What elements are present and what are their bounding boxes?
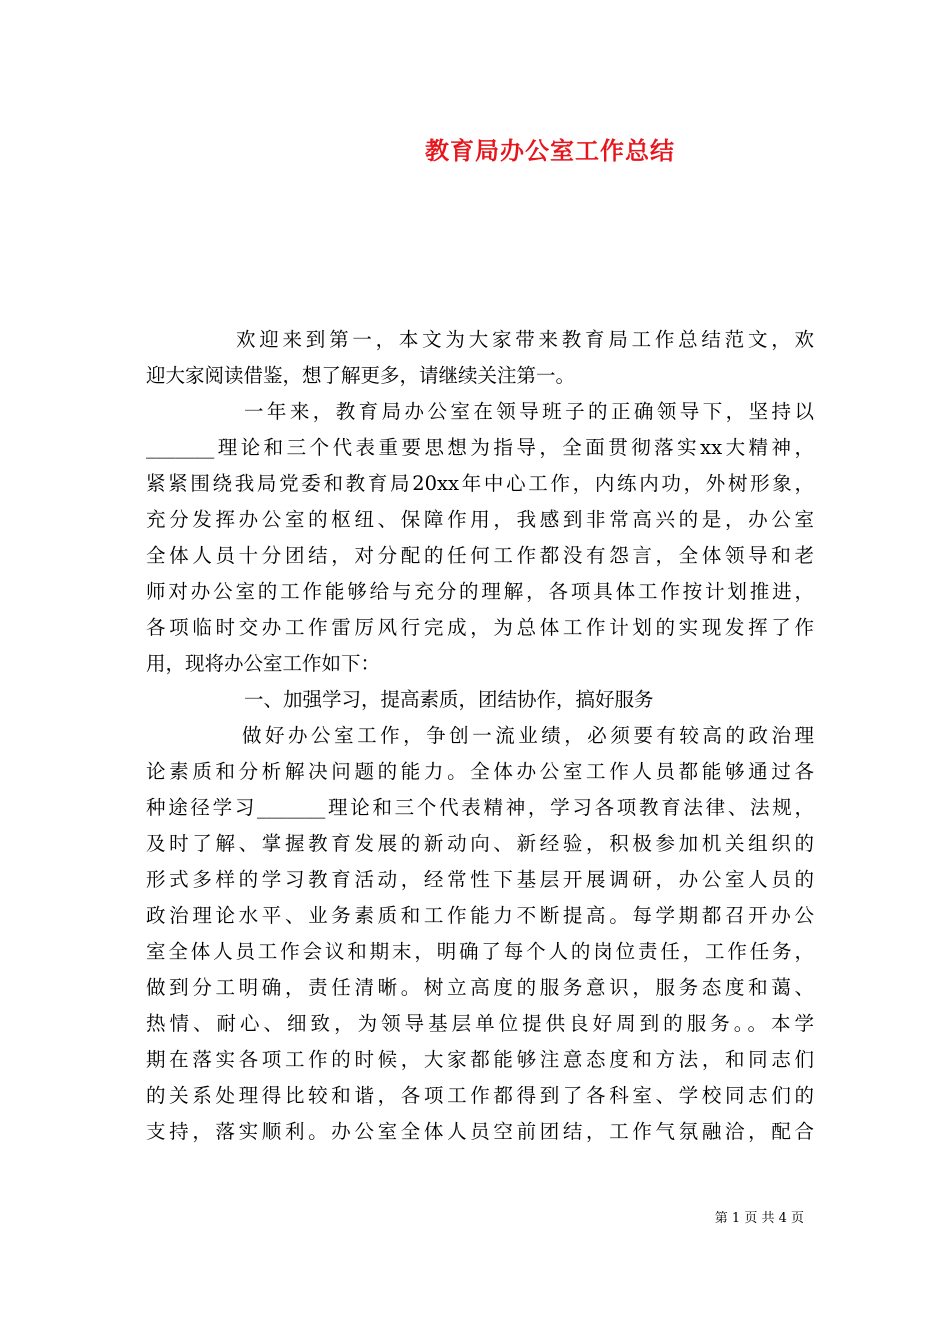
- paragraph-line: 一年来，教育局办公室在领导班子的正确领导下，坚持以: [244, 400, 814, 423]
- paragraph-line: 各项临时交办工作雷厉风行完成，为总体工作计划的实现发挥了作: [146, 616, 814, 639]
- paragraph-line: 迎大家阅读借鉴，想了解更多，请继续关注第一。: [146, 364, 576, 387]
- paragraph-line: 政治理论水平、业务素质和工作能力不断提高。每学期都召开办公: [146, 904, 814, 927]
- paragraph-line: 的关系处理得比较和谐，各项工作都得到了各科室、学校同志们的: [146, 1084, 814, 1107]
- paragraph-line: 欢迎来到第一，本文为大家带来教育局工作总结范文，欢: [236, 328, 814, 351]
- page-number: 第 1 页 共 4 页: [714, 1211, 804, 1226]
- paragraph-line: 期在落实各项工作的时候，大家都能够注意态度和方法，和同志们: [146, 1048, 814, 1071]
- document-title: 教育局办公室工作总结: [425, 137, 675, 165]
- paragraph-line: 充分发挥办公室的枢纽、保障作用，我感到非常高兴的是，办公室: [146, 508, 814, 531]
- paragraph-line: 形式多样的学习教育活动，经常性下基层开展调研，办公室人员的: [146, 868, 814, 891]
- paragraph-line: 全体人员十分团结，对分配的任何工作都没有怨言，全体领导和老: [146, 544, 814, 567]
- document-body: [146, 322, 814, 1150]
- paragraph-line: 做到分工明确，责任清晰。树立高度的服务意识，服务态度和蔼、: [146, 976, 814, 999]
- section-heading: 一、加强学习，提高素质，团结协作，搞好服务: [244, 688, 654, 711]
- paragraph-line: 室全体人员工作会议和期末，明确了每个人的岗位责任，工作任务，: [146, 940, 814, 963]
- paragraph-line: 种途径学习_______理论和三个代表精神，学习各项教育法律、法规，: [146, 796, 814, 819]
- paragraph-line: _______理论和三个代表重要思想为指导，全面贯彻落实xx大精神，: [146, 436, 814, 459]
- paragraph-line: 紧紧围绕我局党委和教育局20xx年中心工作，内练内功，外树形象，: [146, 472, 814, 495]
- paragraph-line: 及时了解、掌握教育发展的新动向、新经验，积极参加机关组织的: [146, 832, 814, 855]
- paragraph-line: 师对办公室的工作能够给与充分的理解，各项具体工作按计划推进，: [146, 580, 814, 603]
- paragraph-line: 论素质和分析解决问题的能力。全体办公室工作人员都能够通过各: [146, 760, 814, 783]
- paragraph-line: 热情、耐心、细致，为领导基层单位提供良好周到的服务。。本学: [146, 1012, 814, 1035]
- paragraph-line: 做好办公室工作，争创一流业绩，必须要有较高的政治理: [242, 724, 814, 747]
- paragraph-line: 用，现将办公室工作如下：: [146, 652, 381, 675]
- paragraph-line: 支持，落实顺利。办公室全体人员空前团结，工作气氛融洽，配合: [146, 1120, 814, 1143]
